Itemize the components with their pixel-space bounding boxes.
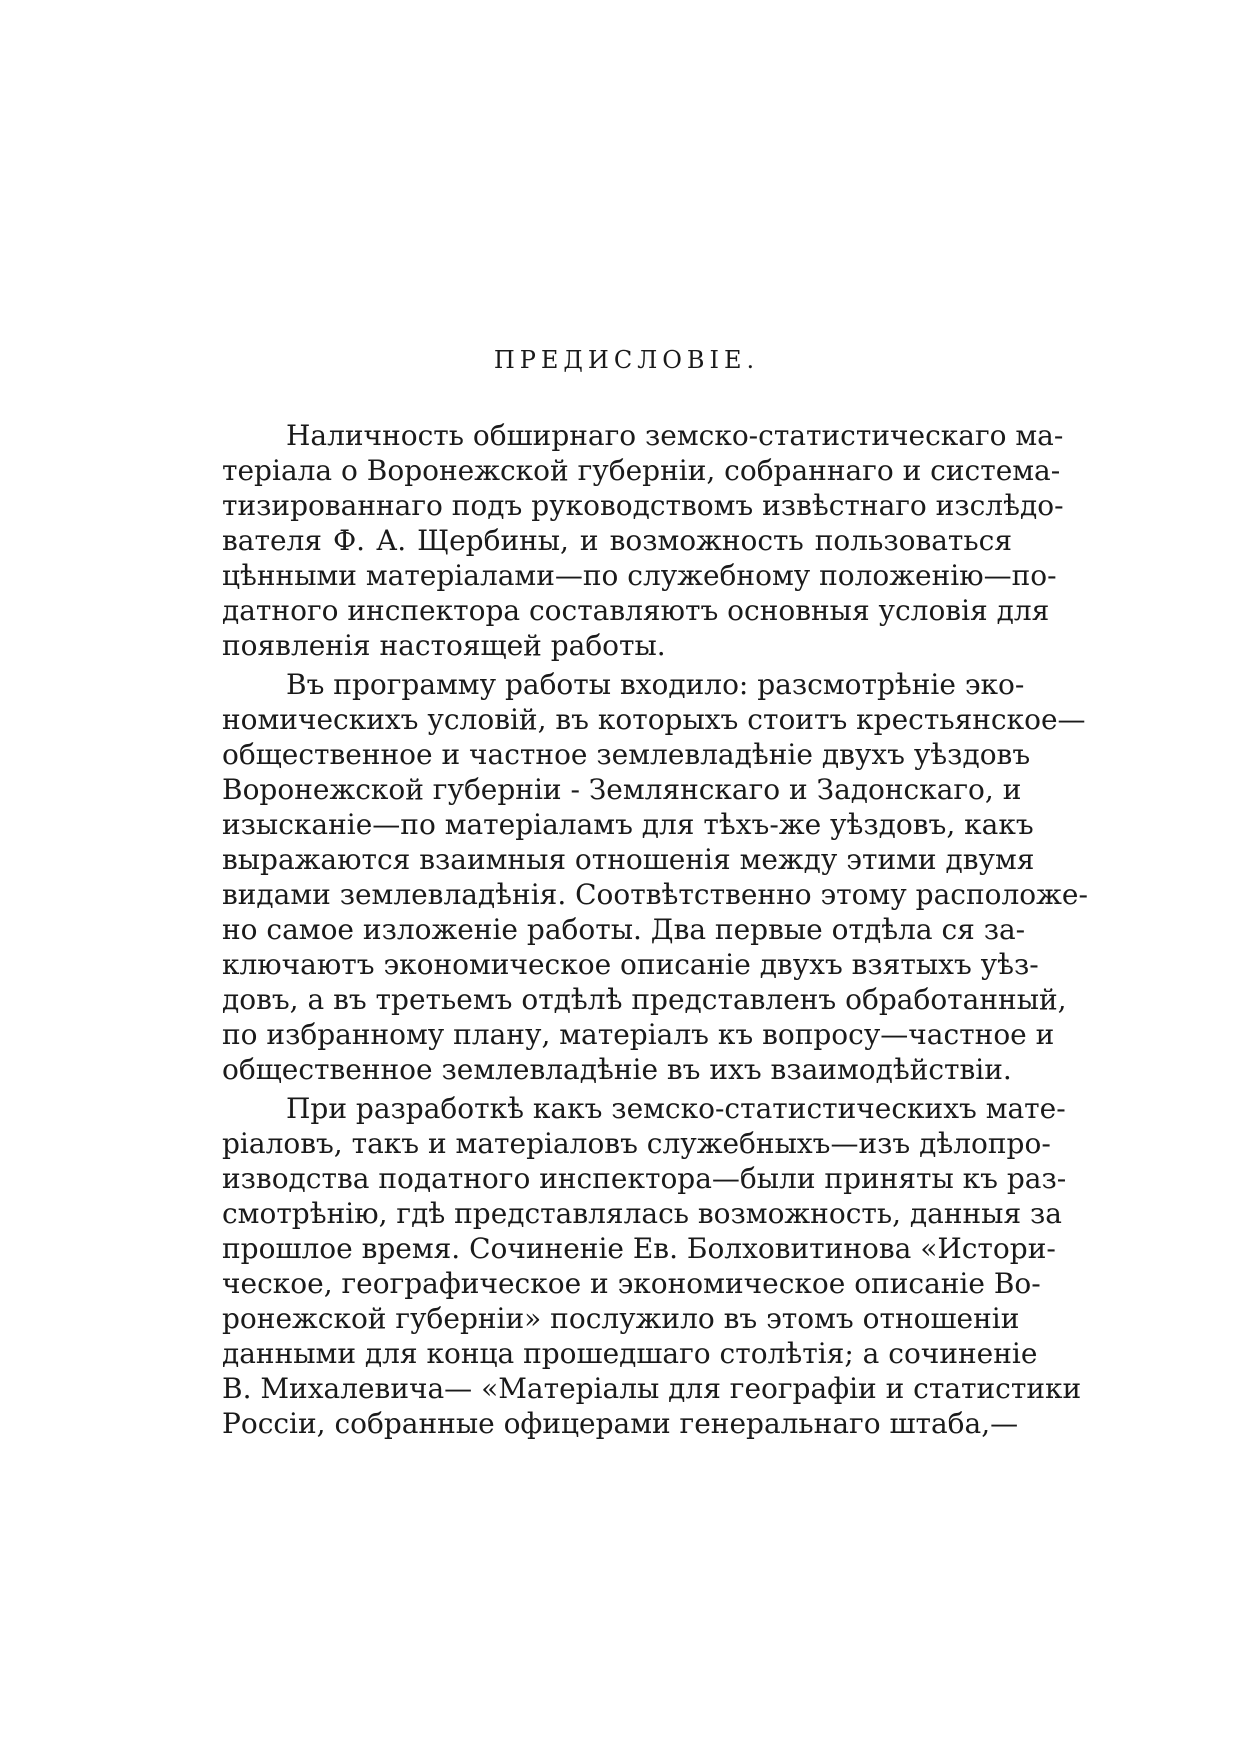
text-line: данными для конца прошедшаго столѣтія; а сочиненіе bbox=[222, 1337, 1038, 1370]
text-line: В. Михалевича— «Матеріалы для географіи и статистики bbox=[222, 1372, 1082, 1405]
text-line: цѣнными матеріалами—по служебному положенію—по- bbox=[222, 559, 1057, 592]
text-line: теріала о Воронежской губерніи, собраннаго и система- bbox=[222, 454, 1061, 487]
paragraph bbox=[222, 667, 1088, 1087]
paragraph bbox=[222, 1091, 1082, 1441]
text-line: Россіи, собранные офицерами генеральнаго штаба,— bbox=[222, 1407, 1019, 1440]
text-line: ключаютъ экономическое описаніе двухъ взятыхъ уѣз- bbox=[222, 948, 1039, 981]
text-line: ческое, географическое и экономическое описаніе Во- bbox=[222, 1267, 1041, 1300]
text-line: общественное землевладѣніе въ ихъ взаимодѣйствіи. bbox=[222, 1053, 1012, 1086]
text-line: появленія настоящей работы. bbox=[222, 629, 666, 662]
text-line: довъ, а въ третьемъ отдѣлѣ представленъ обработанный, bbox=[222, 983, 1067, 1016]
text-line: изводства податного инспектора—были приняты къ раз- bbox=[222, 1162, 1067, 1195]
body-text bbox=[222, 418, 1088, 1441]
text-line: ріаловъ, такъ и матеріаловъ служебныхъ—изъ дѣлопро- bbox=[222, 1127, 1051, 1160]
text-line: При разработкѣ какъ земско-статистическихъ мате- bbox=[286, 1092, 1066, 1125]
text-line: видами землевладѣнія. Соотвѣтственно этому расположе- bbox=[222, 878, 1088, 911]
text-line: Воронежской губерніи - Землянскаго и Задонскаго, и bbox=[222, 773, 1022, 806]
page-title: ПРЕДИСЛОВІЕ. bbox=[493, 346, 760, 374]
text-line: общественное и частное землевладѣніе двухъ уѣздовъ bbox=[222, 738, 1031, 771]
paragraph bbox=[222, 418, 1064, 663]
text-line: Наличность обширнаго земско-статистическаго ма- bbox=[286, 419, 1064, 452]
text-line: смотрѣнію, гдѣ представлялась возможность, данныя за bbox=[222, 1197, 1062, 1230]
text-line: тизированнаго подъ руководствомъ извѣстнаго изслѣдо- bbox=[222, 489, 1064, 522]
text-line: по избранному плану, матеріалъ къ вопросу—частное и bbox=[222, 1018, 1055, 1051]
text-line: вателя Ф. А. Щербины, и возможность пользоваться bbox=[222, 524, 1012, 557]
text-line: выражаются взаимныя отношенія между этими двумя bbox=[222, 843, 1035, 876]
text-line: но самое изложеніе работы. Два первые отдѣла ся за- bbox=[222, 913, 1026, 946]
text-line: ронежской губерніи» послужило въ этомъ отношеніи bbox=[222, 1302, 1020, 1335]
text-line: прошлое время. Сочиненіе Ев. Болховитинова «Истори- bbox=[222, 1232, 1056, 1265]
text-line: датного инспектора составляютъ основныя условія для bbox=[222, 594, 1050, 627]
text-line: номическихъ условій, въ которыхъ стоитъ крестьянское— bbox=[222, 703, 1086, 736]
text-line: Въ программу работы входило: разсмотрѣніе эко- bbox=[286, 668, 1025, 701]
text-line: изысканіе—по матеріаламъ для тѣхъ-же уѣздовъ, какъ bbox=[222, 808, 1034, 841]
